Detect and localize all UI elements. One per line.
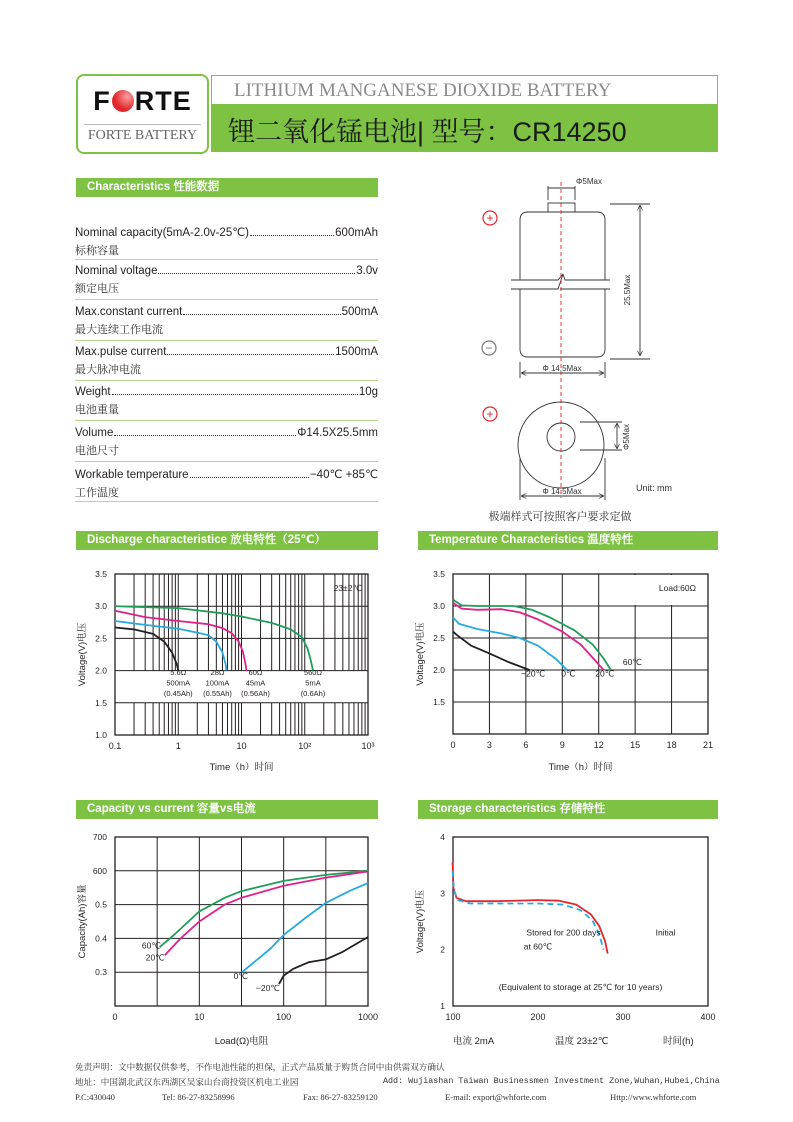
x-tick-label: 1000 <box>357 1012 379 1022</box>
storage-header: Storage characteristics 存储特性 <box>418 800 718 819</box>
series-label: (0.6Ah) <box>300 689 326 699</box>
svg-text:+: + <box>486 211 494 225</box>
spec-value: Φ14.5X25.5mm <box>297 426 378 439</box>
y-tick-label: 2 <box>440 944 445 955</box>
body-dia-label: Φ 14.5Max <box>542 364 582 373</box>
y-tick-label: 2.5 <box>433 633 445 643</box>
series-label: (0.56Ah) <box>241 689 270 699</box>
spec-label: Max.pulse current <box>75 345 167 358</box>
series-label: 28Ω <box>210 668 225 678</box>
y-tick-label: 700 <box>92 832 107 842</box>
height-label: 25.5Max <box>623 274 632 306</box>
y-tick-label: 2.0 <box>95 665 107 676</box>
postcode: P.C:430040 <box>75 1092 115 1102</box>
spec-value: 3.0v <box>356 265 378 278</box>
y-tick-label: 1 <box>440 1001 445 1011</box>
unit-label: Unit: mm <box>636 483 672 493</box>
x-tick-label: 0 <box>450 740 456 750</box>
series-label: 0℃ <box>561 668 576 679</box>
spec-label-cn: 电池重量 <box>75 404 119 417</box>
spec-label-cn: 电池尺寸 <box>75 444 119 457</box>
y-tick-label: 1.5 <box>433 697 445 707</box>
spec-label-cn: 最大脉冲电流 <box>75 363 141 376</box>
x-tick-label: 300 <box>615 1012 631 1022</box>
chart-3 <box>453 837 708 1006</box>
bottom-dia-label: Φ 14.5Max <box>542 487 582 496</box>
y-tick-label: 0.5 <box>95 899 107 910</box>
x-tick-label: 6 <box>523 740 529 750</box>
series-label: −20℃ <box>521 668 546 679</box>
x-tick-label: 10² <box>298 741 312 751</box>
logo-wordmark: F RTE <box>93 86 192 116</box>
x-tick-label: 100 <box>445 1012 461 1022</box>
spec-value: −40℃ +85℃ <box>309 468 378 481</box>
characteristics-header: Characteristics 性能数据 <box>76 178 378 197</box>
series-label: 20℃ <box>595 668 615 679</box>
series-line <box>453 871 604 950</box>
x-tick-label: 100 <box>276 1012 292 1022</box>
chart-annotation: Stored for 200 days <box>526 927 601 938</box>
series-label: (0.55Ah) <box>203 689 232 699</box>
spec-value: 1500mA <box>335 345 378 358</box>
series-label: 60Ω <box>248 668 263 678</box>
y-tick-label: 3.0 <box>433 601 445 611</box>
disclaimer: 免责声明：文中数据仅供参考，不作电池性能的担保，正式产品质量于购货合同中由供需双方确认 <box>75 1062 445 1072</box>
y-axis-label: Capacity(Ah)容量 <box>77 884 88 959</box>
spec-value: 500mA <box>341 305 378 318</box>
y-tick-label: 600 <box>92 865 107 876</box>
spec-label-cn: 额定电压 <box>75 283 119 296</box>
x-tick-label: 200 <box>530 1012 546 1022</box>
svg-text:−: − <box>485 341 493 355</box>
y-tick-label: 3.0 <box>95 601 107 612</box>
y-tick-label: 3.5 <box>433 569 445 579</box>
series-line <box>279 937 368 984</box>
x-tick-label: 10 <box>236 741 247 751</box>
x-tick-label: 12 <box>593 740 604 750</box>
spec-label: Nominal voltage <box>75 265 158 278</box>
x-tick-label: 1 <box>175 741 181 751</box>
current-note: 电流 2mA <box>453 1036 495 1047</box>
series-line <box>242 883 368 972</box>
x-axis-label: Load(Ω)电阻 <box>214 1036 269 1047</box>
series-label: (0.45Ah) <box>163 689 193 699</box>
chart-note: 23±2℃ <box>333 583 362 593</box>
x-axis-label: Time（h）时间 <box>548 762 613 773</box>
series-label: 100mA <box>205 678 230 688</box>
spec-label-cn: 最大连续工作电流 <box>75 323 163 336</box>
y-tick-label: 1.0 <box>95 730 107 740</box>
y-tick-label: 0.3 <box>95 967 107 978</box>
series-label: 45mA <box>245 678 266 688</box>
telephone: Tel: 86-27-83258996 <box>162 1092 235 1102</box>
title-chinese-model: 锂二氧化锰电池| 型号：CR14250 <box>228 117 627 147</box>
x-tick-label: 9 <box>559 740 565 750</box>
spec-label: Weight <box>75 386 111 399</box>
spec-label-cn: 标称容量 <box>75 245 119 257</box>
chart-note: Load:60Ω <box>658 583 696 593</box>
series-line <box>165 872 368 956</box>
y-tick-label: 3.5 <box>95 569 107 579</box>
svg-text:+: + <box>486 407 494 421</box>
x-tick-label: 18 <box>666 740 677 750</box>
x-tick-label: 0.1 <box>108 741 122 751</box>
series-label: 0℃ <box>233 970 248 981</box>
spec-value: 10g <box>358 386 378 399</box>
series-label: 60℃ <box>141 940 161 951</box>
chart-0 <box>115 574 368 735</box>
y-tick-label: 4 <box>440 832 445 842</box>
series-line <box>115 611 247 671</box>
website-link[interactable]: Http://www.whforte.com <box>610 1092 697 1102</box>
terminal-dia-label: Φ5Max <box>576 177 602 186</box>
series-label: 20℃ <box>145 952 165 963</box>
series-label: −20℃ <box>255 982 280 993</box>
title-english: LITHIUM MANGANESE DIOXIDE BATTERY <box>234 80 612 101</box>
terminal-custom-note: 极端样式可按照客户要求定做 <box>488 511 632 523</box>
y-tick-label: 3 <box>440 888 445 899</box>
temperature-header: Temperature Characteristics 温度特性 <box>418 531 718 550</box>
face-terminal-label: Φ5Max <box>622 424 631 450</box>
x-tick-label: 15 <box>630 740 641 750</box>
y-tick-label: 1.5 <box>95 697 107 708</box>
fax: Fax: 86-27-83259120 <box>303 1092 378 1102</box>
x-tick-label: 3 <box>486 740 492 750</box>
x-tick-label: 21 <box>702 740 714 750</box>
y-axis-label: Voltage(V)电压 <box>415 622 426 686</box>
series-line <box>160 871 368 947</box>
spec-label: Nominal capacity(5mA-2.0v-25℃) <box>75 227 249 239</box>
x-tick-label: 400 <box>700 1012 716 1022</box>
y-tick-label: 2.0 <box>433 665 445 675</box>
y-tick-label: 0.4 <box>95 933 107 944</box>
chart-annotation: (Equivalent to storage at 25℃ for 10 years) <box>498 982 663 993</box>
spec-label-cn: 工作温度 <box>75 486 119 499</box>
address-cn: 地址：中国湖北武汉东西湖区吴家山台商投资区机电工业园 <box>75 1077 299 1087</box>
series-label: 60℃ <box>622 657 642 668</box>
y-axis-label: Voltage(V)电压 <box>77 622 88 687</box>
spec-value: 600mAh <box>335 227 378 239</box>
series-label: 500mA <box>166 678 191 688</box>
temperature-note: 温度 23±2℃ <box>555 1036 609 1047</box>
chart-annotation: Initial <box>655 927 676 938</box>
x-tick-label: 0 <box>112 1012 118 1022</box>
series-label: 5mA <box>305 678 321 688</box>
logo-subtitle: FORTE BATTERY <box>87 128 198 143</box>
address-en: Add: Wujiashan Taiwan Businessmen Investment Zone,Wuhan,Hubei,China <box>383 1076 720 1086</box>
chart-annotation: at 60℃ <box>523 941 553 952</box>
series-label: 5.6Ω <box>170 668 187 678</box>
plot-frame <box>453 837 708 1006</box>
series-line <box>453 862 608 953</box>
spec-label: Max.constant current <box>75 305 183 318</box>
x-axis-label: Time（h）时间 <box>209 762 274 773</box>
x-tick-label: 10 <box>194 1012 205 1022</box>
email-link[interactable]: E-mail: export@whforte.com <box>445 1092 547 1102</box>
x-tick-label: 10³ <box>361 741 375 751</box>
series-label: 560Ω <box>303 668 323 678</box>
x-axis-label: 时间(h) <box>663 1036 694 1047</box>
chart-1 <box>453 574 708 734</box>
y-axis-label: Voltage(V)电压 <box>415 889 426 954</box>
spec-label: Volume <box>75 426 114 439</box>
capacity-header: Capacity vs current 容量vs电流 <box>76 800 378 819</box>
spec-label: Workable temperature <box>75 468 189 481</box>
y-tick-label: 2.5 <box>95 633 107 644</box>
discharge-header: Discharge characteristice 放电特性（25℃） <box>76 531 378 550</box>
